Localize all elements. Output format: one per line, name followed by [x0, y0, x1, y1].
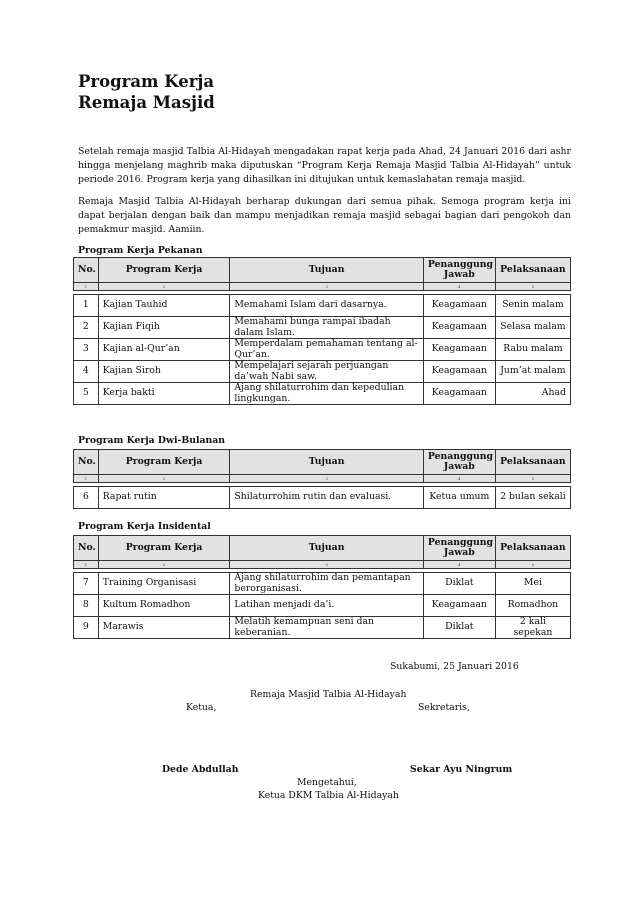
mengetahui-label: Mengetahui,	[297, 777, 357, 788]
title-line-1: Program Kerja	[78, 72, 215, 91]
table-row	[74, 317, 571, 339]
cell-no: 4	[74, 361, 99, 383]
sekretaris-name: Sekar Ayu Ningrum	[410, 764, 513, 775]
cell-pelaksanaan: Selasa malam	[495, 317, 570, 339]
table-row	[74, 295, 571, 317]
header-tujuan: Tujuan	[230, 258, 423, 283]
table-row	[74, 617, 571, 639]
header-pelaksanaan: Pelaksanaan	[495, 450, 570, 475]
table-row	[74, 361, 571, 383]
cell-pj: Keagamaan	[423, 317, 495, 339]
cell-tujuan: Memahami bunga rampai ibadah dalam Islam.	[230, 317, 423, 339]
header-tujuan: Tujuan	[230, 536, 423, 561]
cell-pj: Diklat	[423, 617, 495, 639]
cell-no: 8	[74, 595, 99, 617]
cell-pelaksanaan: Senin malam	[495, 295, 570, 317]
ketua-dkm-label: Ketua DKM Talbia Al-Hidayah	[258, 790, 399, 801]
cell-no: 2	[74, 317, 99, 339]
header-pelaksanaan: Pelaksanaan	[495, 536, 570, 561]
cell-program: Rapat rutin	[98, 487, 230, 509]
column-number: 5	[495, 283, 570, 291]
header-tujuan: Tujuan	[230, 450, 423, 475]
cell-tujuan: Memperdalam pemahaman tentang al-Qur’an.	[230, 339, 423, 361]
column-number: 1	[74, 475, 99, 483]
cell-pj: Keagamaan	[423, 595, 495, 617]
table-row	[74, 573, 571, 595]
intro-paragraph-2: Remaja Masjid Talbia Al-Hidayah berharap dukungan dari semua pihak. Semoga program kerja ini dapat berjalan dengan baik dan mampu menjadikan remaja masjid sebagai bagian dari pengokoh dan pemakmur masjid. Aamiin.	[78, 196, 571, 235]
cell-pj: Ketua umum	[423, 487, 495, 509]
column-number: 5	[495, 475, 570, 483]
cell-program: Kultum Romadhon	[98, 595, 230, 617]
section-title-insidental: Program Kerja Insidental	[78, 521, 211, 532]
table-dwibulanan	[73, 449, 571, 509]
cell-no: 1	[74, 295, 99, 317]
title-line-2: Remaja Masjid	[78, 93, 215, 112]
cell-tujuan: Latihan menjadi da’i.	[230, 595, 423, 617]
cell-tujuan: Memahami Islam dari dasarnya.	[230, 295, 423, 317]
cell-program: Kajian Tauhid	[98, 295, 230, 317]
header-program: Program Kerja	[98, 450, 230, 475]
cell-program: Kajian Fiqih	[98, 317, 230, 339]
table-row	[74, 339, 571, 361]
header-program: Program Kerja	[98, 536, 230, 561]
column-number: 4	[423, 475, 495, 483]
column-number: 2	[98, 475, 230, 483]
section-title-pekanan: Program Kerja Pekanan	[78, 245, 203, 256]
cell-program: Kajian al-Qur’an	[98, 339, 230, 361]
cell-program: Kerja bakti	[98, 383, 230, 405]
cell-no: 5	[74, 383, 99, 405]
column-number: 1	[74, 561, 99, 569]
cell-tujuan: Shilaturrohim rutin dan evaluasi.	[230, 487, 423, 509]
cell-no: 3	[74, 339, 99, 361]
cell-program: Kajian Siroh	[98, 361, 230, 383]
column-number: 3	[230, 561, 423, 569]
cell-pelaksanaan: Mei	[495, 573, 570, 595]
cell-pj: Diklat	[423, 573, 495, 595]
sekretaris-label: Sekretaris,	[418, 702, 470, 713]
cell-pelaksanaan: Jum’at malam	[495, 361, 570, 383]
column-number: 3	[230, 283, 423, 291]
column-number: 2	[98, 561, 230, 569]
cell-pj: Keagamaan	[423, 383, 495, 405]
header-no: No.	[74, 258, 99, 283]
header-pelaksanaan: Pelaksanaan	[495, 258, 570, 283]
cell-tujuan: Ajang shilaturrohim dan kepedulian lingkungan.	[230, 383, 423, 405]
ketua-name: Dede Abdullah	[162, 764, 239, 775]
cell-pelaksanaan: Ahad	[495, 383, 570, 405]
header-program: Program Kerja	[98, 258, 230, 283]
intro-paragraph-1: Setelah remaja masjid Talbia Al-Hidayah mengadakan rapat kerja pada Ahad, 24 Januari 2016 dari ashr hingga menjelang maghrib maka diputuskan “Program Kerja Remaja Masjid Talbia Al-Hidayah” untuk periode 2016. Program kerja yang dihasilkan ini ditujukan untuk kemaslahatan remaja masjid.	[78, 146, 571, 185]
document-title	[78, 71, 215, 113]
cell-tujuan: Melatih kemampuan seni dan keberanian.	[230, 617, 423, 639]
header-no: No.	[74, 536, 99, 561]
cell-no: 7	[74, 573, 99, 595]
table-insidental	[73, 535, 571, 639]
header-no: No.	[74, 450, 99, 475]
cell-tujuan: Mempelajari sejarah perjuangan da’wah Nabi saw.	[230, 361, 423, 383]
section-title-dwibulanan: Program Kerja Dwi-Bulanan	[78, 435, 226, 446]
cell-tujuan: Ajang shilaturrohim dan pemantapan berorganisasi.	[230, 573, 423, 595]
cell-no: 9	[74, 617, 99, 639]
cell-pj: Keagamaan	[423, 339, 495, 361]
cell-pelaksanaan: 2 kali sepekan	[495, 617, 570, 639]
table-row	[74, 487, 571, 509]
cell-program: Training Organisasi	[98, 573, 230, 595]
cell-pelaksanaan: Rabu malam	[495, 339, 570, 361]
header-pj: Penanggung Jawab	[423, 258, 495, 283]
cell-program: Marawis	[98, 617, 230, 639]
organization-name: Remaja Masjid Talbia Al-Hidayah	[250, 689, 407, 700]
ketua-label: Ketua,	[186, 702, 217, 713]
table-row	[74, 595, 571, 617]
table-row	[74, 383, 571, 405]
place-date: Sukabumi, 25 Januari 2016	[390, 661, 519, 672]
cell-pj: Keagamaan	[423, 361, 495, 383]
column-number: 5	[495, 561, 570, 569]
table-pekanan	[73, 257, 571, 405]
cell-pj: Keagamaan	[423, 295, 495, 317]
cell-pelaksanaan: 2 bulan sekali	[495, 487, 570, 509]
column-number: 4	[423, 561, 495, 569]
column-number: 4	[423, 283, 495, 291]
column-number: 3	[230, 475, 423, 483]
column-number: 2	[98, 283, 230, 291]
header-pj: Penanggung Jawab	[423, 536, 495, 561]
cell-no: 6	[74, 487, 99, 509]
cell-pelaksanaan: Romadhon	[495, 595, 570, 617]
column-number: 1	[74, 283, 99, 291]
header-pj: Penanggung Jawab	[423, 450, 495, 475]
